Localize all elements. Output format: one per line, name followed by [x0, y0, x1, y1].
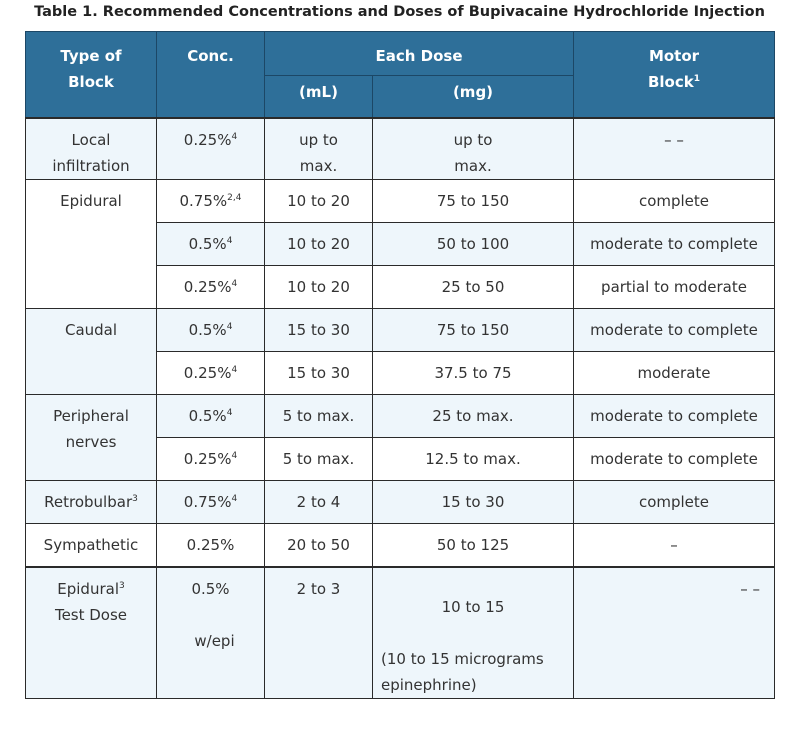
cell-conc — [157, 266, 265, 309]
table-row — [26, 524, 775, 568]
table-row — [26, 118, 775, 180]
cell-conc: 0.25% — [157, 524, 265, 568]
mg-line-1: up to — [453, 131, 493, 149]
cell-ml — [265, 118, 373, 180]
cell-motor: complete — [574, 481, 775, 524]
mg-line-2: max. — [454, 157, 492, 175]
cell-conc — [157, 438, 265, 481]
cell-conc — [157, 395, 265, 438]
ml-line-1: up to — [299, 131, 338, 149]
cell-mg — [373, 118, 574, 180]
cell-motor: moderate to complete — [574, 223, 775, 266]
cell-ml: 20 to 50 — [265, 524, 373, 568]
block-sup: 3 — [132, 494, 138, 504]
cell-mg: 37.5 to 75 — [373, 352, 574, 395]
conc-value: 0.25% — [183, 278, 232, 296]
cell-ml: 15 to 30 — [265, 309, 373, 352]
table-row — [26, 481, 775, 524]
cell-motor: complete — [574, 180, 775, 223]
cell-ml: 10 to 20 — [265, 223, 373, 266]
block-line-2: Test Dose — [54, 606, 128, 624]
block-line-2: nerves — [65, 433, 117, 451]
header-motor-block — [574, 32, 775, 119]
cell-motor: moderate — [574, 352, 775, 395]
cell-mg: 15 to 30 — [373, 481, 574, 524]
conc-sup: 4 — [231, 365, 238, 375]
conc-sup: 4 — [231, 279, 238, 289]
cell-ml: 2 to 4 — [265, 481, 373, 524]
cell-mg: 75 to 150 — [373, 180, 574, 223]
conc-value: 0.25% — [183, 450, 232, 468]
cell-motor: – – — [574, 118, 775, 180]
header-ml: (mL) — [265, 76, 373, 119]
table-row — [26, 309, 775, 352]
conc-line-2: w/epi — [194, 632, 235, 650]
cell-mg: 25 to max. — [373, 395, 574, 438]
cell-motor: moderate to complete — [574, 309, 775, 352]
table-row — [26, 395, 775, 438]
cell-conc — [157, 118, 265, 180]
header-type-line-2: Block — [68, 73, 114, 91]
cell-block: Epidural — [26, 180, 157, 309]
cell-mg: 12.5 to max. — [373, 438, 574, 481]
table-caption: Table 1. Recommended Concentrations and Doses of Bupivacaine Hydrochloride Injection — [34, 4, 765, 20]
table-row — [26, 180, 775, 223]
cell-block: Sympathetic — [26, 524, 157, 568]
cell-conc — [157, 352, 265, 395]
conc-sup: 4 — [226, 408, 233, 418]
cell-ml: 15 to 30 — [265, 352, 373, 395]
mg-line-1: 10 to 15 — [441, 598, 505, 616]
cell-ml: 2 to 3 — [265, 567, 373, 699]
cell-ml: 5 to max. — [265, 395, 373, 438]
cell-motor: – — [574, 524, 775, 568]
conc-sup: 4 — [226, 322, 233, 332]
conc-line-1: 0.5% — [191, 580, 230, 598]
cell-mg: 25 to 50 — [373, 266, 574, 309]
header-conc: Conc. — [157, 32, 265, 119]
header-motor-line-1: Motor — [648, 47, 700, 65]
header-each-dose: Each Dose — [265, 32, 574, 76]
cell-block — [26, 395, 157, 481]
header-mg: (mg) — [373, 76, 574, 119]
conc-value: 0.25% — [183, 131, 232, 149]
conc-value: 0.5% — [188, 235, 227, 253]
cell-conc — [157, 180, 265, 223]
cell-conc — [157, 223, 265, 266]
conc-value: 0.25% — [183, 364, 232, 382]
header-motor-sup: 1 — [693, 74, 700, 84]
cell-block — [26, 118, 157, 180]
conc-value: 0.75% — [183, 493, 232, 511]
conc-value: 0.5% — [188, 321, 227, 339]
cell-block — [26, 567, 157, 699]
cell-mg — [373, 567, 574, 699]
cell-motor: partial to moderate — [574, 266, 775, 309]
cell-conc — [157, 567, 265, 699]
block-line-1: Local — [71, 131, 111, 149]
cell-mg: 75 to 150 — [373, 309, 574, 352]
block-line-1: Peripheral — [53, 407, 129, 425]
cell-ml: 10 to 20 — [265, 266, 373, 309]
conc-value: 0.75% — [179, 192, 228, 210]
cell-ml: 5 to max. — [265, 438, 373, 481]
header-type-line-1: Type of — [60, 47, 122, 65]
cell-ml: 10 to 20 — [265, 180, 373, 223]
cell-motor: moderate to complete — [574, 395, 775, 438]
conc-sup: 4 — [231, 451, 238, 461]
dose-table — [25, 31, 775, 699]
table-row — [26, 567, 775, 699]
header-type-of-block — [26, 32, 157, 119]
cell-mg: 50 to 125 — [373, 524, 574, 568]
header-motor-line-2: Block — [647, 73, 694, 91]
block-line-1: Retrobulbar — [44, 493, 133, 511]
cell-conc — [157, 309, 265, 352]
cell-motor: – – — [574, 567, 775, 699]
cell-block — [26, 481, 157, 524]
cell-block: Caudal — [26, 309, 157, 395]
conc-sup: 2,4 — [227, 193, 242, 203]
block-line-2: infiltration — [52, 157, 130, 175]
cell-motor: moderate to complete — [574, 438, 775, 481]
conc-sup: 4 — [231, 132, 238, 142]
block-sup: 3 — [119, 581, 125, 591]
ml-line-2: max. — [299, 157, 338, 175]
block-line-1: Epidural — [57, 580, 119, 598]
mg-line-2: (10 to 15 micrograms epinephrine) — [381, 650, 544, 694]
cell-conc — [157, 481, 265, 524]
conc-sup: 4 — [231, 494, 238, 504]
cell-mg: 50 to 100 — [373, 223, 574, 266]
conc-sup: 4 — [226, 236, 233, 246]
conc-value: 0.5% — [188, 407, 227, 425]
